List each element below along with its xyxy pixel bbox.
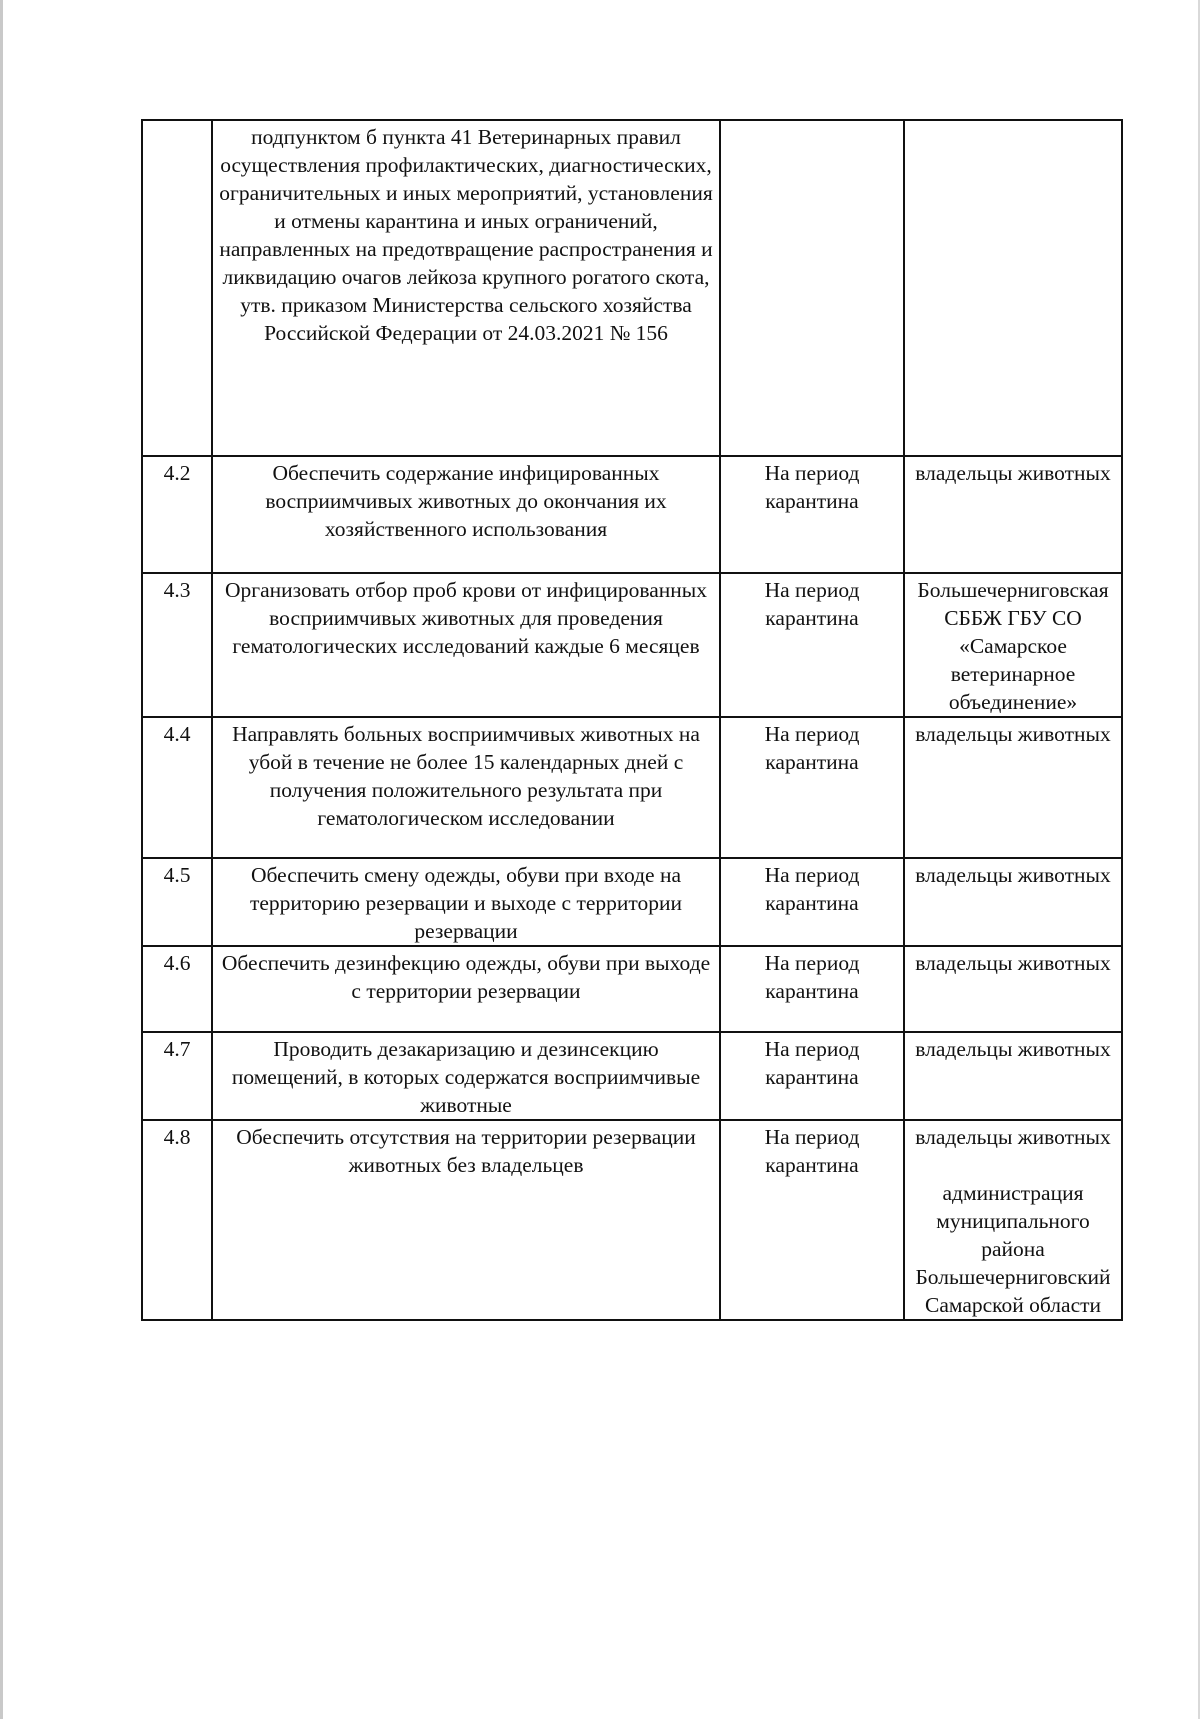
action-text: Обеспечить смену одежды, обуви при входе на территорию резервации и выходе с территории резервации [212, 858, 720, 946]
responsible-text: Большечерниговская СББЖ ГБУ СО «Самарское ветеринарное объединение» [904, 573, 1122, 717]
measures-table [141, 119, 1123, 1321]
responsible-text: владельцы животных [904, 717, 1122, 858]
action-text: Проводить дезакаризацию и дезинсекцию помещений, в которых содержатся восприимчивые животные [212, 1032, 720, 1120]
responsible-text [904, 120, 1122, 456]
responsible-text: владельцы животных [904, 1032, 1122, 1120]
term-text: На период карантина [720, 946, 904, 1032]
row-number: 4.3 [142, 573, 212, 717]
term-text: На период карантина [720, 858, 904, 946]
responsible-text: владельцы животных [904, 858, 1122, 946]
action-text: Обеспечить дезинфекцию одежды, обуви при выходе с территории резервации [212, 946, 720, 1032]
row-number: 4.8 [142, 1120, 212, 1320]
responsible-text: владельцы животных [915, 1125, 1111, 1149]
table-row [142, 573, 1122, 717]
scan-edge-left [0, 0, 3, 1719]
table-row [142, 456, 1122, 573]
table-row [142, 946, 1122, 1032]
term-text: На период карантина [720, 456, 904, 573]
table-row [142, 1120, 1122, 1320]
row-number: 4.2 [142, 456, 212, 573]
action-text: Обеспечить содержание инфицированных восприимчивых животных до окончания их хозяйственного использования [212, 456, 720, 573]
term-text: На период карантина [720, 573, 904, 717]
responsible-text: владельцы животных [904, 456, 1122, 573]
table-row [142, 120, 1122, 456]
table-row [142, 858, 1122, 946]
term-text: На период карантина [720, 1120, 904, 1320]
row-number: 4.4 [142, 717, 212, 858]
action-text: Направлять больных восприимчивых животных на убой в течение не более 15 календарных дней с получения положительного результата при гематологическом исследовании [212, 717, 720, 858]
table-row [142, 717, 1122, 858]
action-text: подпунктом б пункта 41 Ветеринарных правил осуществления профилактических, диагностических, ограничительных и иных мероприятий, установления и отмены карантина и иных ограничений, направленных на предотвращение распространения и ликвидацию очагов лейкоза крупного рогатого скота, утв. приказом Министерства сельского хозяйства Российской Федерации от 24.03.2021 № 156 [212, 120, 720, 456]
action-text: Обеспечить отсутствия на территории резервации животных без владельцев [212, 1120, 720, 1320]
term-text: На период карантина [720, 1032, 904, 1120]
table-row [142, 1032, 1122, 1120]
row-number: 4.6 [142, 946, 212, 1032]
term-text [720, 120, 904, 456]
responsible-cell [904, 1120, 1122, 1320]
responsible-text: владельцы животных [904, 946, 1122, 1032]
action-text: Организовать отбор проб крови от инфицированных восприимчивых животных для проведения гематологических исследований каждые 6 месяцев [212, 573, 720, 717]
responsible-extra-text: администрация муниципального района Большечерниговский Самарской области [915, 1181, 1111, 1317]
term-text: На период карантина [720, 717, 904, 858]
row-number: 4.7 [142, 1032, 212, 1120]
row-number: 4.5 [142, 858, 212, 946]
row-number [142, 120, 212, 456]
spacer [909, 1151, 1117, 1179]
